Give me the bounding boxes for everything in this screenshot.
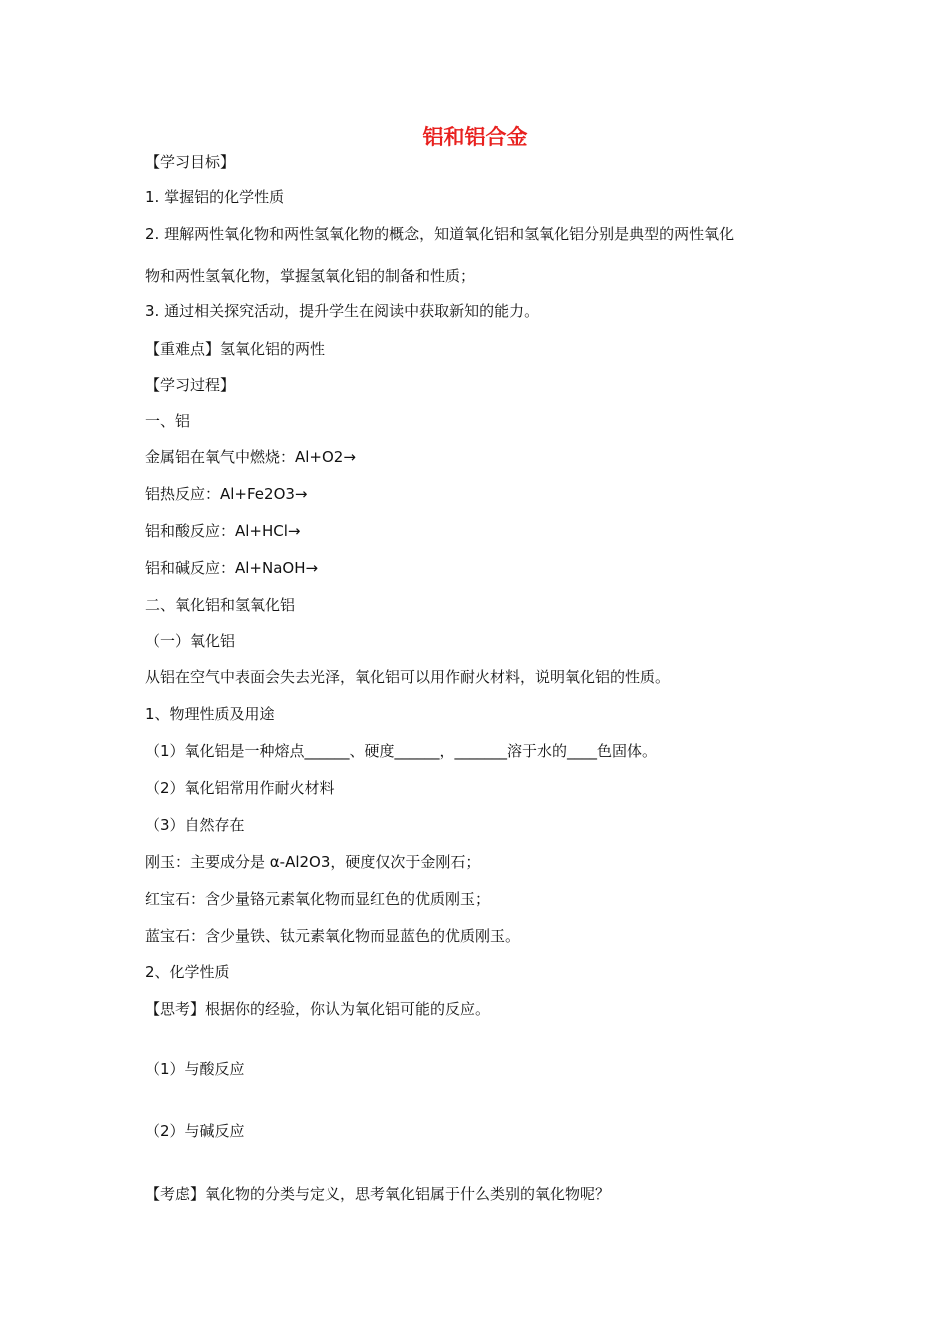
reaction-thermite: 铝热反应：Al+Fe2O3→ <box>145 485 308 503</box>
heading-physical-properties: 1、物理性质及用途 <box>145 705 275 723</box>
subheading-alumina: （一）氧化铝 <box>145 632 236 650</box>
corundum-note: 刚玉：主要成分是 α-Al2O3，硬度仅次于金刚石； <box>145 853 481 871</box>
sapphire-note: 蓝宝石：含少量铁、钛元素氧化物而显蓝色的优质刚玉。 <box>145 927 521 945</box>
reaction-acid: 铝和酸反应：Al+HCl→ <box>145 522 301 540</box>
document-title: 铝和铝合金 <box>422 125 528 149</box>
physical-property-2: （2）氧化铝常用作耐火材料 <box>145 779 335 797</box>
goal-1: 1. 掌握铝的化学性质 <box>145 188 285 206</box>
ruby-note: 红宝石：含少量铬元素氧化物而显红色的优质刚玉； <box>145 890 491 908</box>
section-learning-process: 【学习过程】 <box>145 376 236 394</box>
section-learning-goals: 【学习目标】 <box>145 153 236 171</box>
goal-2-continued: 物和两性氢氧化物，掌握氢氧化铝的制备和性质； <box>145 267 476 285</box>
goal-3: 3. 通过相关探究活动，提升学生在阅读中获取新知的能力。 <box>145 302 540 320</box>
physical-property-3: （3）自然存在 <box>145 816 245 834</box>
reaction-oxygen: 金属铝在氧气中燃烧：Al+O2→ <box>145 448 356 466</box>
section-key-points: 【重难点】氢氧化铝的两性 <box>145 340 326 358</box>
heading-chemical-properties: 2、化学性质 <box>145 963 230 981</box>
goal-2: 2. 理解两性氧化物和两性氢氧化物的概念，知道氧化铝和氢氧化铝分别是典型的两性氧化 <box>145 225 735 243</box>
consider-prompt: 【考虑】氧化物的分类与定义，思考氧化铝属于什么类别的氧化物呢？ <box>145 1185 611 1203</box>
reaction-with-base: （2）与碱反应 <box>145 1122 245 1140</box>
reaction-base: 铝和碱反应：Al+NaOH→ <box>145 559 319 577</box>
think-prompt: 【思考】根据你的经验，你认为氧化铝可能的反应。 <box>145 1000 491 1018</box>
reaction-with-acid: （1）与酸反应 <box>145 1060 245 1078</box>
physical-property-1: （1）氧化铝是一种熔点______、硬度______，_______溶于水的____色固体。 <box>145 742 658 760</box>
alumina-intro: 从铝在空气中表面会失去光泽，氧化铝可以用作耐火材料，说明氧化铝的性质。 <box>145 668 671 686</box>
heading-oxide-hydroxide: 二、氧化铝和氢氧化铝 <box>145 596 296 614</box>
heading-aluminum: 一、铝 <box>145 412 191 430</box>
